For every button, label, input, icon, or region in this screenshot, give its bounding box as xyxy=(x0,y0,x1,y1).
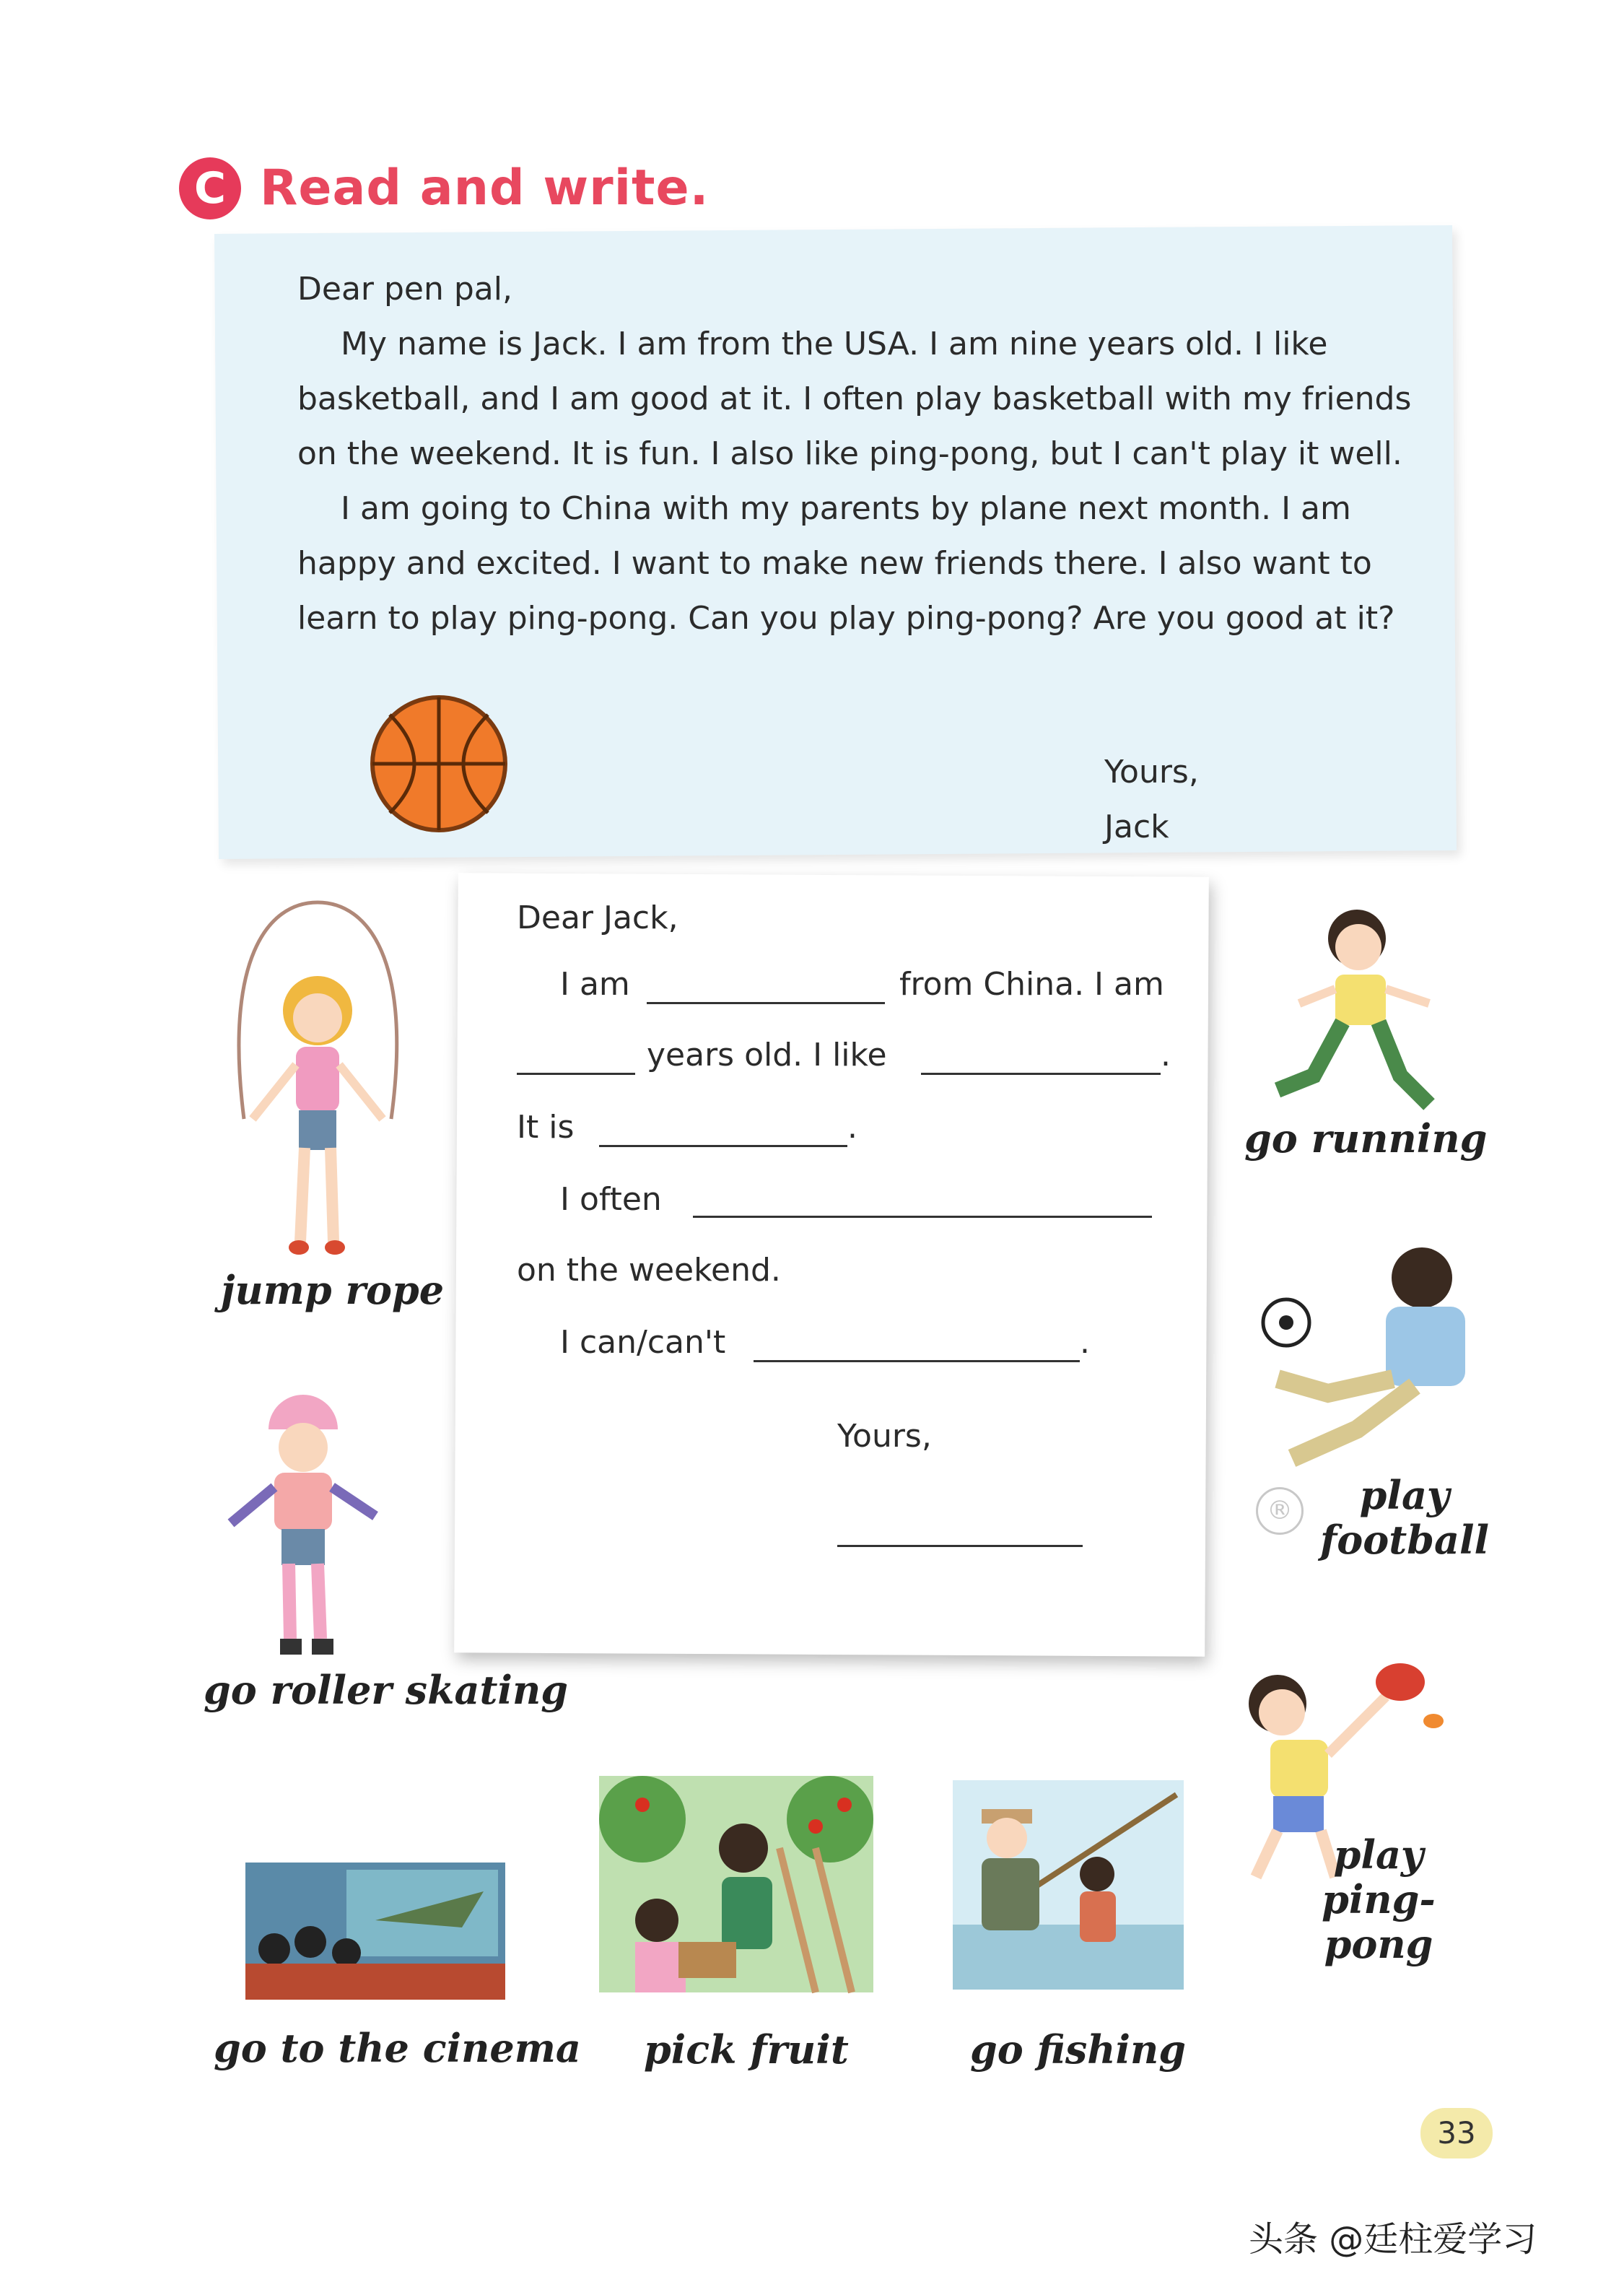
label-go-fishing: go fishing xyxy=(970,2026,1187,2073)
running-illustration xyxy=(1256,895,1458,1126)
label-play-ping-pong: play ping-pong xyxy=(1322,1831,1436,1967)
reply-line1-start: I am xyxy=(560,966,630,1003)
watermark: 头条 @廷柱爱学习 xyxy=(1249,2219,1537,2260)
roller-skating-illustration xyxy=(217,1393,390,1668)
blank-like[interactable] xyxy=(921,1073,1161,1075)
label-go-roller-skating: go roller skating xyxy=(204,1667,568,1713)
section-badge: C xyxy=(179,157,241,219)
label-go-running: go running xyxy=(1244,1115,1488,1162)
reply-greeting: Dear Jack, xyxy=(517,899,678,936)
jump-rope-illustration xyxy=(224,902,411,1278)
registered-mark: ® xyxy=(1256,1487,1304,1535)
section-title: Read and write. xyxy=(260,160,710,217)
letter-paragraph-2: I am going to China with my parents by plane next month. I am happy and excited. I want to make new friends there. I also want to learn to play ping-pong. Can you play ping-pong? Are you good at it? xyxy=(297,490,1395,637)
cinema-illustration xyxy=(245,1863,505,2000)
letter-closing: Yours, xyxy=(1104,754,1199,790)
letter-body xyxy=(297,262,1452,646)
letter-paragraph-1: My name is Jack. I am from the USA. I am nine years old. I like basketball, and I am good at it. I often play basketball with my friends on the weekend. It is fun. I also like ping-pong, but I can't play it well. xyxy=(297,326,1412,472)
reply-period-3: . xyxy=(1080,1324,1090,1361)
blank-name[interactable] xyxy=(647,1002,885,1004)
reply-period-2: . xyxy=(847,1109,857,1146)
football-illustration xyxy=(1249,1234,1494,1473)
fishing-illustration xyxy=(953,1780,1184,1990)
blank-signature[interactable] xyxy=(837,1545,1083,1547)
blank-often[interactable] xyxy=(693,1216,1152,1218)
basketball-icon xyxy=(368,693,510,835)
letter-greeting: Dear pen pal, xyxy=(297,271,512,308)
label-jump-rope: jump rope xyxy=(221,1267,445,1313)
reply-period-1: . xyxy=(1161,1037,1171,1073)
letter-signature: Jack xyxy=(1104,809,1169,845)
label-go-to-the-cinema: go to the cinema xyxy=(214,2025,581,2071)
blank-it-is[interactable] xyxy=(599,1145,847,1147)
reply-line2-mid: years old. I like xyxy=(647,1037,887,1073)
reply-line1-end: from China. I am xyxy=(899,966,1164,1003)
reply-line4-start: I often xyxy=(560,1181,662,1218)
label-pick-fruit: pick fruit xyxy=(644,2026,849,2073)
reply-line5: on the weekend. xyxy=(517,1252,781,1289)
blank-age[interactable] xyxy=(517,1073,635,1075)
page-number: 33 xyxy=(1420,2108,1493,2158)
pick-fruit-illustration xyxy=(599,1776,873,1992)
blank-can[interactable] xyxy=(754,1360,1080,1362)
reply-line6-start: I can/can't xyxy=(560,1324,726,1361)
label-play: play football xyxy=(1320,1472,1489,1563)
reply-line3-start: It is xyxy=(517,1109,575,1146)
reply-closing: Yours, xyxy=(837,1418,932,1455)
